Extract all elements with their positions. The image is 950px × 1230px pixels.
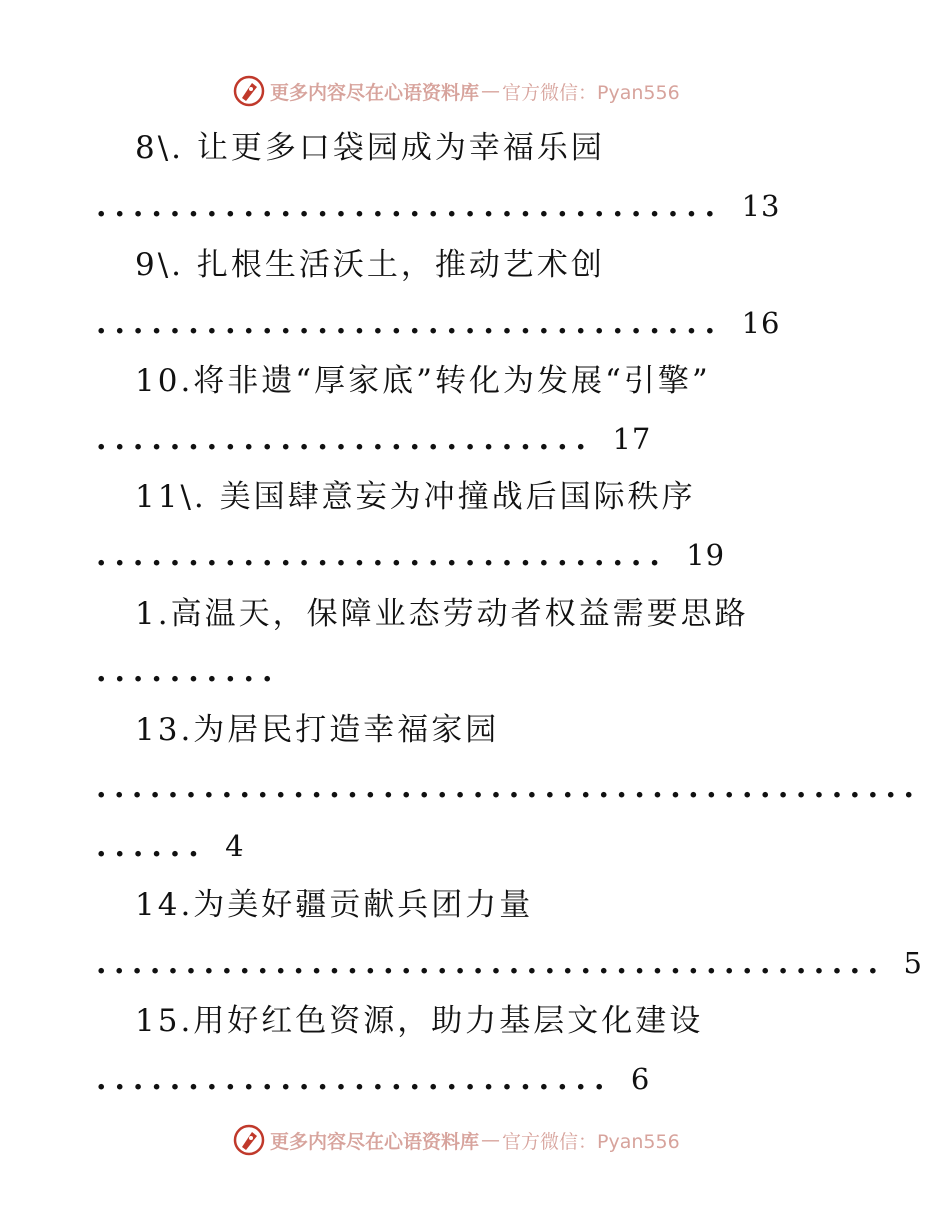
toc-dots: .................................. [96,189,724,224]
toc-dots: ............................................ [96,946,886,981]
toc-dots: ............................... [96,538,668,573]
toc-page-number: 4 [225,829,245,863]
toc-page-number: 16 [741,306,781,340]
toc-entry-leader [96,943,923,984]
toc-page-number: 13 [741,189,781,223]
toc-page-number: 6 [630,1062,651,1096]
toc-entry-leader [96,303,780,344]
toc-dots: ...... [96,829,207,864]
toc-page-number: 17 [612,422,652,456]
watermark-separator: — [481,80,501,102]
watermark-separator: — [481,1129,501,1151]
toc-entry-title: 14.为美好疆贡献兵团力量 [135,887,534,923]
toc-entry-title: 8\. 让更多口袋园成为幸福乐园 [135,130,605,166]
watermark-text: 更多内容尽在心语资料库 [270,1130,480,1153]
toc-entry-leader [96,535,725,576]
watermark-suffix: 官方微信：Pyan556 [502,1130,680,1153]
toc-entry-leader [96,768,921,808]
toc-dots: .......... [96,654,281,689]
toc-dots: .................................. [96,306,724,341]
watermark-suffix: 官方微信：Pyan556 [502,81,680,104]
toc-page-number: 19 [686,538,726,572]
watermark-bottom [232,1122,680,1158]
pen-nib-circle-icon [232,1123,266,1157]
toc-entry-title: 10.将非遗“厚家底”转化为发展“引擎” [135,363,711,399]
toc-entry-leader-continued [96,826,245,867]
toc-entry-title: 9\. 扎根生活沃土，推动艺术创 [135,247,605,283]
toc-entry-title: 15.用好红色资源，助力基层文化建设 [135,1003,704,1039]
toc-dots: .............................................. [96,770,922,805]
toc-page-number: 5 [903,946,923,980]
toc-entry-title: 11\. 美国肆意妄为冲撞战后国际秩序 [135,479,696,515]
toc-entry-leader [96,419,651,460]
toc-dots: ........................... [96,422,594,457]
toc-entry-title: 1.高温天，保障业态劳动者权益需要思路 [135,596,749,632]
toc-entry-title: 13.为居民打造幸福家园 [135,712,500,748]
toc-entry-leader [96,652,280,692]
toc-entry-leader [96,1059,650,1100]
toc-entry-leader [96,186,780,227]
watermark-text: 更多内容尽在心语资料库 [270,81,480,104]
toc-dots: ............................ [96,1062,613,1097]
